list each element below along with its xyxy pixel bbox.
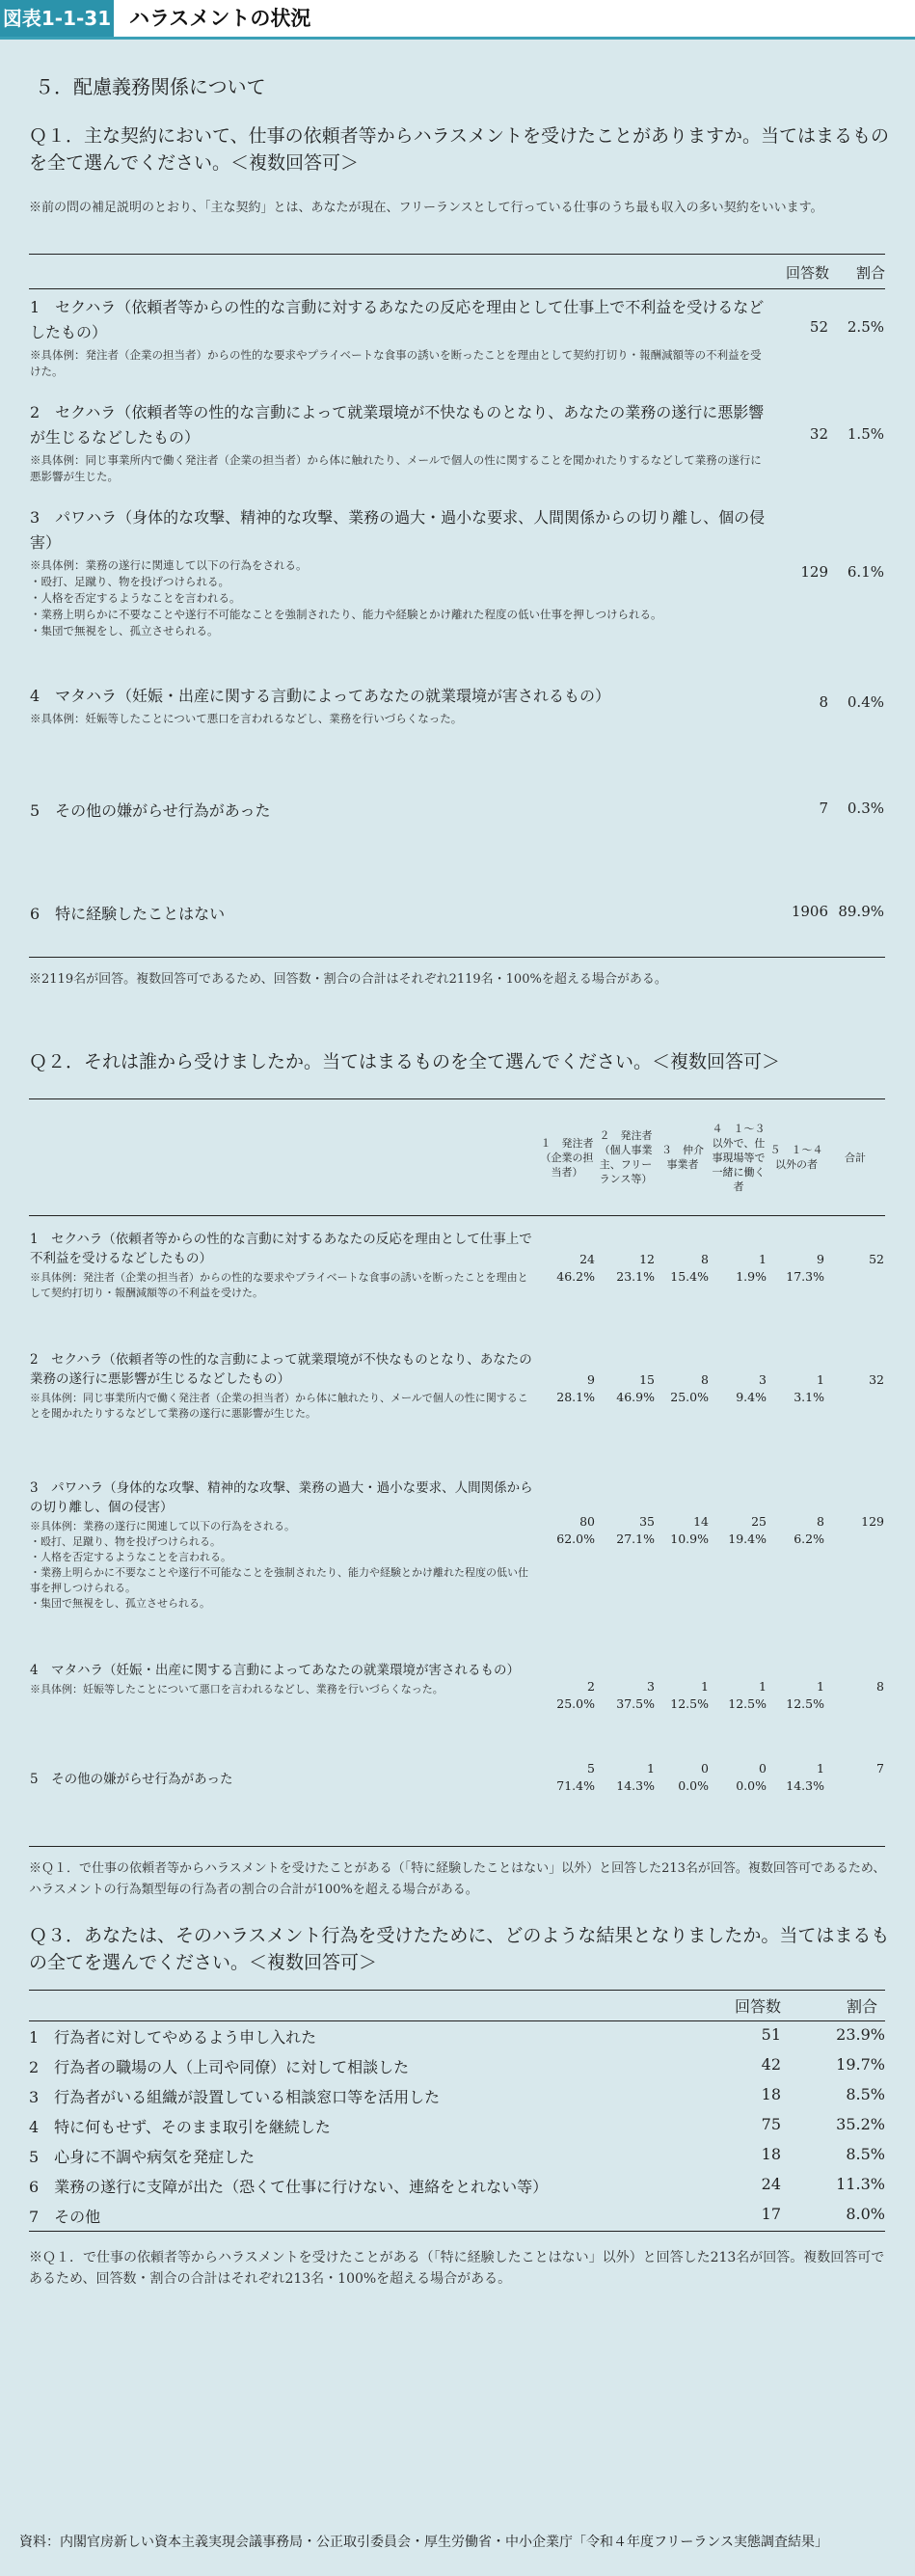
q3-row-ratio: 19.7%: [836, 2055, 885, 2074]
q2-row-note: ※具体例：発注者（企業の担当者）からの性的な要求やプライベートな食事の誘いを断ったことを理由として契約打切り・報酬減額等の不利益を受けた。: [30, 1271, 528, 1299]
table-row: [29, 1216, 885, 1332]
q3-row-ratio: 8.0%: [781, 2201, 885, 2232]
q3-question: Ｑ３．あなたは、そのハラスメント行為を受けたために、どのような結果となりましたか。当てはまるもの全てを選んでください。＜複数回答可＞: [29, 1925, 890, 1973]
q3-row-ratio: 8.5%: [846, 2145, 885, 2163]
q2-table: [29, 1098, 885, 1847]
q2-col-header: ２ 発注者（個人事業主、フリーランス等）: [596, 1099, 656, 1216]
q2-cell-total: 7: [876, 1761, 884, 1776]
table-row: [29, 2201, 885, 2232]
q2-cell-ratio: 71.4%: [556, 1778, 595, 1793]
q2-cell-count: 25: [751, 1514, 767, 1529]
q3-row-count: 24: [761, 2175, 781, 2193]
q2-row-note: ※具体例：同じ事業所内で働く発注者（企業の担当者）から体に触れたり、メールで個人の性に関することを聞かれたりするなどして業務の遂行に悪影響が生じた。: [30, 1392, 528, 1420]
table-row: [29, 1643, 885, 1749]
q3-row-count: 18: [761, 2145, 781, 2163]
q2-row-label: 1 セクハラ（依頼者等からの性的な言動に対するあなたの反応を理由として仕事上で不利益を受けるなどしたもの）: [30, 1232, 532, 1266]
q3-row-label: 7 その他: [29, 2201, 713, 2232]
q1-row-count: 129: [800, 563, 828, 581]
q2-col-header: ３ 仲介事業者: [656, 1099, 710, 1216]
q3-row-label: 3 行為者がいる組織が設置している相談窓口等を活用した: [29, 2088, 441, 2106]
q2-cell-count: 1: [817, 1679, 824, 1694]
q2-row-note: ※具体例：業務の遂行に関連して以下の行為をされる。 ・殴打、足蹴り、物を投げつけられる。 ・人格を否定するようなことを言われる。 ・業務上明らかに不要なことや遂行不可能なことを強制されたり、能力や経験とかけ離れた程度の低い仕事を押しつけられる。 ・集団で無視をし、孤立させられる。: [30, 1520, 528, 1610]
q2-cell-ratio: 10.9%: [670, 1532, 709, 1546]
q2-cell-ratio: 14.3%: [616, 1778, 655, 1793]
q3-row-count: 42: [761, 2055, 781, 2074]
q2-cell-count: 0: [759, 1761, 767, 1776]
q2-row-label: 2 セクハラ（依頼者等の性的な言動によって就業環境が不快なものとなり、あなたの業務の遂行に悪影響が生じるなどしたもの）: [30, 1352, 532, 1387]
q2-cell-count: 3: [647, 1679, 655, 1694]
q2-cell-count: 9: [587, 1372, 595, 1387]
table-row: [29, 1331, 885, 1459]
q2-cell-ratio: 25.0%: [556, 1696, 595, 1711]
q2-row-note: ※具体例：妊娠等したことについて悪口を言われるなどし、業務を行いづらくなった。: [30, 1683, 444, 1695]
q1-row-note: ※具体例：業務の遂行に関連して以下の行為をされる。 ・殴打、足蹴り、物を投げつけられる。 ・人格を否定するようなことを言われる。 ・業務上明らかに不要なことや遂行不可能なことを強制されたり、能力や経験とかけ離れた程度の低い仕事を押しつけられる。 ・集団で無視をし、孤立させられる。: [30, 558, 662, 637]
q3-row-count: 17: [713, 2201, 781, 2232]
table-row: [29, 2141, 885, 2171]
q1-row-note: ※具体例：発注者（企業の担当者）からの性的な要求やプライベートな食事の誘いを断ったことを理由として契約打切り・報酬減額等の不利益を受けた。: [30, 348, 762, 378]
figure-header: [0, 0, 915, 40]
q3-row-count: 18: [761, 2085, 781, 2103]
q1-row-label: 6 特に経験したことはない: [30, 905, 226, 923]
q3-row-ratio: 23.9%: [836, 2025, 885, 2044]
q2-cell-ratio: 23.1%: [616, 1269, 655, 1284]
q1-row-label: 1 セクハラ（依頼者等からの性的な言動に対するあなたの反応を理由として仕事上で不利益を受けるなどしたもの）: [30, 298, 765, 341]
q2-cell-count: 8: [701, 1372, 709, 1387]
q2-cell-count: 80: [579, 1514, 595, 1529]
figure-label: 図表1-1-31: [0, 0, 114, 37]
q3-row-count: 51: [761, 2025, 781, 2044]
q1-row-count: 7: [819, 800, 828, 817]
source-text: 資料：内閣官房新しい資本主義実現会議事務局・公正取引委員会・厚生労働省・中小企業庁「令和４年度フリーランス実態調査結果」: [19, 2535, 829, 2550]
q2-cell-count: 12: [639, 1252, 655, 1266]
q2-cell-count: 5: [587, 1761, 595, 1776]
q1-row-note: ※具体例：同じ事業所内で働く発注者（企業の担当者）から体に触れたり、メールで個人の性に関することを聞かれたりするなどして業務の遂行に悪影響が生じた。: [30, 453, 762, 483]
q2-cell-count: 15: [639, 1372, 655, 1387]
table-row: [29, 502, 885, 680]
q2-cell-total: 129: [861, 1514, 884, 1529]
q2-cell-total: 52: [869, 1252, 884, 1266]
q1-row-count: 52: [809, 318, 828, 336]
q3-col-ratio: 割合: [781, 1991, 885, 2021]
table-row: [29, 1459, 885, 1643]
q2-cell-count: 1: [647, 1761, 655, 1776]
q2-cell-ratio: 9.4%: [736, 1390, 767, 1404]
q2-cell-total: 8: [876, 1679, 884, 1694]
q1-col-count: 回答数: [771, 255, 829, 289]
q3-table-header: [29, 1991, 885, 2021]
q2-cell-count: 9: [817, 1252, 824, 1266]
q2-cell-count: 1: [759, 1679, 767, 1694]
q1-row-count: 1906: [771, 902, 829, 958]
q1-row-label: 4 マタハラ（妊娠・出産に関する言動によってあなたの就業環境が害されるもの）: [30, 687, 611, 705]
q3-row-label: 6 業務の遂行に支障が出た（恐くて仕事に行けない、連絡をとれない等）: [29, 2178, 549, 2196]
q2-cell-ratio: 1.9%: [736, 1269, 767, 1284]
q3-row-ratio: 11.3%: [836, 2175, 885, 2193]
q2-cell-count: 1: [817, 1372, 824, 1387]
q1-pre-note: ※前の問の補足説明のとおり、「主な契約」とは、あなたが現在、フリーランスとして行っている仕事のうち最も収入の多い契約をいいます。: [29, 201, 823, 215]
q2-cell-count: 3: [759, 1372, 767, 1387]
table-row: [29, 2021, 885, 2052]
q3-row-ratio: 35.2%: [836, 2115, 885, 2133]
q1-row-label: 2 セクハラ（依頼者等の性的な言動によって就業環境が不快なものとなり、あなたの業務の遂行に悪影響が生じるなどしたもの）: [30, 403, 765, 447]
q1-row-label: 5 その他の嫌がらせ行為があった: [30, 801, 271, 820]
q2-cell-ratio: 14.3%: [786, 1778, 824, 1793]
q1-row-ratio: 2.5%: [847, 318, 884, 336]
table-row: [29, 2111, 885, 2141]
q2-cell-ratio: 37.5%: [616, 1696, 655, 1711]
q2-row-label: 3 パワハラ（身体的な攻撃、精神的な攻撃、業務の過大・過小な要求、人間関係からの切り離し、個の侵害）: [30, 1480, 533, 1515]
q2-cell-count: 0: [701, 1761, 709, 1776]
q1-row-label: 3 パワハラ（身体的な攻撃、精神的な攻撃、業務の過大・過小な要求、人間関係からの切り離し、個の侵害）: [30, 508, 766, 552]
q1-question: Ｑ１．主な契約において、仕事の依頼者等からハラスメントを受けたことがありますか。当てはまるものを全て選んでください。＜複数回答可＞: [29, 125, 890, 174]
q2-cell-ratio: 6.2%: [794, 1532, 824, 1546]
q2-col-header: 合計: [825, 1099, 885, 1216]
table-row: [29, 396, 885, 502]
q2-cell-ratio: 12.5%: [670, 1696, 709, 1711]
q3-row-label: 1 行為者に対してやめるよう申し入れた: [29, 2028, 317, 2047]
q2-post-note: ※Ｑ１．で仕事の依頼者等からハラスメントを受けたことがある（「特に経験したことはない」以外）と回答した213名が回答。複数回答可であるため、ハラスメントの行為類型毎の行為者の割合の合計が100%を超える場合がある。: [29, 1861, 886, 1897]
q2-cell-count: 1: [759, 1252, 767, 1266]
q3-row-label: 2 行為者の職場の人（上司や同僚）に対して相談した: [29, 2058, 410, 2076]
q1-row-ratio: 89.9%: [829, 902, 885, 958]
q3-row-ratio: 8.5%: [846, 2085, 885, 2103]
q1-table-header: [29, 255, 885, 289]
q1-row-ratio: 1.5%: [847, 425, 884, 443]
q2-cell-ratio: 0.0%: [678, 1778, 709, 1793]
q2-cell-ratio: 12.5%: [786, 1696, 824, 1711]
q1-row-count: 8: [819, 693, 828, 711]
q2-col-header: ５ １〜４以外の者: [767, 1099, 825, 1216]
q3-col-count: 回答数: [713, 1991, 781, 2021]
table-row: [29, 799, 885, 902]
q2-cell-count: 14: [693, 1514, 709, 1529]
q2-cell-ratio: 28.1%: [556, 1390, 595, 1404]
q1-row-note: ※具体例：妊娠等したことについて悪口を言われるなどし、業務を行いづらくなった。: [30, 712, 463, 725]
q3-row-label: 5 心身に不調や病気を発症した: [29, 2148, 256, 2166]
q2-cell-total: 32: [869, 1372, 884, 1387]
q2-cell-count: 1: [701, 1679, 709, 1694]
q2-cell-ratio: 3.1%: [794, 1390, 824, 1404]
q1-table: [29, 254, 885, 958]
q2-cell-ratio: 12.5%: [728, 1696, 767, 1711]
q1-row-ratio: 0.3%: [847, 800, 884, 817]
q1-post-note: ※2119名が回答。複数回答可であるため、回答数・割合の合計はそれぞれ2119名・100%を超える場合がある。: [29, 972, 667, 987]
q2-row-label: 5 その他の嫌がらせ行為があった: [30, 1772, 233, 1787]
q2-cell-count: 35: [639, 1514, 655, 1529]
q3-table: [29, 1990, 885, 2232]
q2-cell-count: 8: [701, 1252, 709, 1266]
q3-post-note: ※Ｑ１．で仕事の依頼者等からハラスメントを受けたことがある（「特に経験したことはない」以外）と回答した213名が回答。複数回答可であるため、回答数・割合の合計はそれぞれ213名・100%を超える場合がある。: [29, 2250, 885, 2287]
q2-question: Ｑ２．それは誰から受けましたか。当てはまるものを全て選んでください。＜複数回答可＞: [29, 1051, 781, 1072]
source-footer: [0, 2527, 915, 2576]
q2-cell-ratio: 62.0%: [556, 1532, 595, 1546]
q2-cell-count: 24: [579, 1252, 595, 1266]
q1-row-count: 32: [809, 425, 828, 443]
q2-cell-count: 8: [817, 1514, 824, 1529]
section-title: ５．配慮義務関係について: [35, 75, 266, 98]
q1-col-ratio: 割合: [829, 255, 885, 289]
q2-cell-ratio: 46.2%: [556, 1269, 595, 1284]
q2-row-label: 4 マタハラ（妊娠・出産に関する言動によってあなたの就業環境が害されるもの）: [30, 1663, 520, 1678]
table-row: [29, 902, 885, 958]
table-row: [29, 2171, 885, 2201]
table-row: [29, 289, 885, 397]
q2-cell-ratio: 46.9%: [616, 1390, 655, 1404]
q2-cell-ratio: 27.1%: [616, 1532, 655, 1546]
q2-cell-ratio: 17.3%: [786, 1269, 824, 1284]
q2-cell-ratio: 0.0%: [736, 1778, 767, 1793]
table-row: [29, 2081, 885, 2111]
q2-cell-ratio: 15.4%: [670, 1269, 709, 1284]
figure-title: ハラスメントの状況: [129, 7, 311, 30]
q2-cell-ratio: 19.4%: [728, 1532, 767, 1546]
q2-cell-count: 2: [587, 1679, 595, 1694]
q3-row-count: 75: [761, 2115, 781, 2133]
table-row: [29, 2051, 885, 2081]
q2-table-header: [29, 1099, 885, 1216]
q2-col-header: ４ １〜３以外で、仕事現場等で一緒に働く者: [710, 1099, 767, 1216]
q3-row-label: 4 特に何もせず、そのまま取引を継続した: [29, 2118, 331, 2136]
q2-cell-ratio: 25.0%: [670, 1390, 709, 1404]
table-row: [29, 1749, 885, 1847]
figure-body: [17, 42, 898, 2290]
q2-col-header: １ 発注者（企業の担当者）: [538, 1099, 596, 1216]
table-row: [29, 680, 885, 799]
q1-row-ratio: 0.4%: [847, 693, 884, 711]
q2-cell-count: 1: [817, 1761, 824, 1776]
q1-row-ratio: 6.1%: [847, 563, 884, 581]
